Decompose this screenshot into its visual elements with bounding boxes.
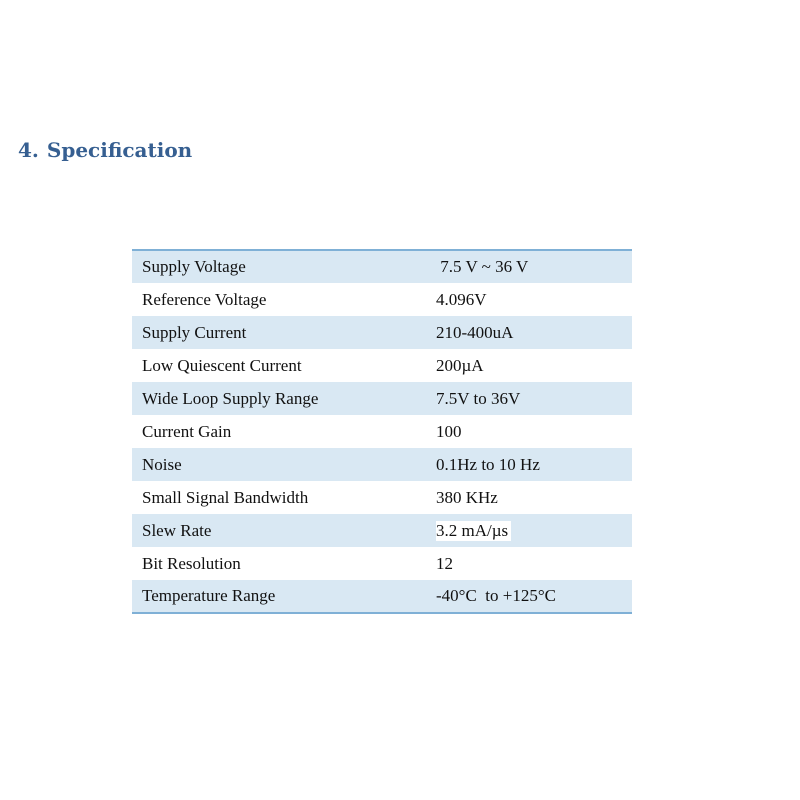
parameter-cell: Low Quiescent Current [142,355,302,375]
parameter-cell: Noise [132,448,436,481]
parameter-cell: Reference Voltage [142,289,267,309]
value-cell [436,448,632,481]
value-cell [436,250,632,283]
value-text: 7.5 V ~ 36 V [436,257,529,276]
table-row [132,448,632,481]
table-row [132,415,632,448]
value-cell [436,415,632,448]
value-text: 0.1Hz to 10 Hz [436,454,540,474]
value-text: 200µA [436,355,484,375]
specification-table [132,249,632,614]
table-row [132,349,632,382]
parameter-cell: Small Signal Bandwidth [142,487,309,507]
parameter-cell: Current Gain [142,421,232,441]
value-text: 4.096V [436,289,487,309]
section-number: 4. [18,138,39,162]
table-row [132,514,632,547]
value-cell [436,316,632,349]
value-text: 210-400uA [436,322,514,342]
parameter-cell: Supply Voltage [132,250,436,283]
parameter-cell: Temperature Range [132,580,436,613]
table-row [132,250,632,283]
value-cell [436,580,632,613]
table-row [132,316,632,349]
table-row [132,283,632,316]
value-text: 12 [436,553,453,573]
section-title: Specification [46,138,193,162]
value-text: -40°C to +125°C [436,586,556,605]
parameter-cell: Wide Loop Supply Range [132,382,436,415]
value-cell [436,382,632,415]
value-cell [436,349,632,382]
section-heading [18,138,192,162]
table-row [132,382,632,415]
table-row [132,547,632,580]
value-text: 7.5V to 36V [436,388,521,408]
value-cell [436,481,632,514]
value-cell [436,514,632,547]
table-row [132,580,632,613]
parameter-cell: Bit Resolution [142,553,241,573]
value-cell [436,547,632,580]
table-row [132,481,632,514]
parameter-cell: Supply Current [132,316,436,349]
value-text: 380 KHz [436,487,498,507]
parameter-cell: Slew Rate [132,514,436,547]
value-text: 3.2 mA/µs [436,521,511,541]
value-cell [436,283,632,316]
value-text: 100 [436,421,462,441]
